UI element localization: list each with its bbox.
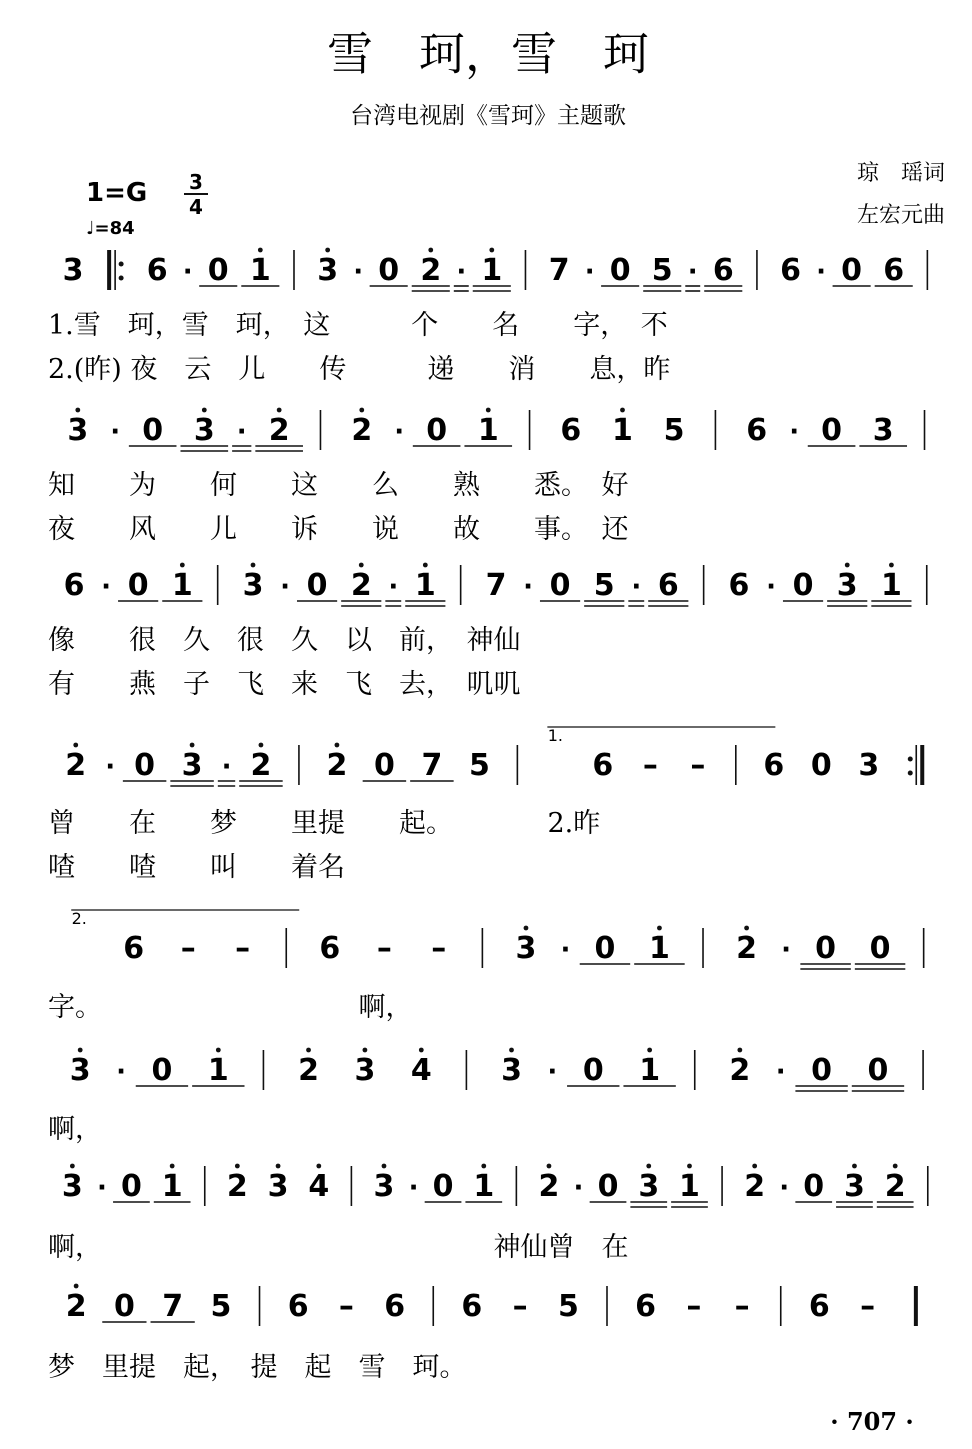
note: 0	[306, 568, 328, 603]
note: ·	[182, 257, 193, 287]
octave-dot	[481, 1164, 486, 1169]
note: 6	[763, 748, 785, 783]
note: 0	[821, 413, 843, 448]
note: ·	[789, 417, 800, 447]
octave-dot	[74, 1284, 79, 1289]
note: 0	[378, 253, 400, 288]
note: 2	[226, 1169, 248, 1204]
note: 0	[207, 253, 229, 288]
note: 2	[538, 1169, 560, 1204]
octave-dot	[889, 563, 894, 568]
note: 0	[134, 748, 156, 783]
octave-dot	[359, 563, 364, 568]
note: 2	[736, 931, 758, 966]
note: 0	[869, 931, 891, 966]
note: 1	[249, 253, 271, 288]
note: –	[734, 1289, 750, 1324]
note: ·	[236, 417, 247, 447]
repeat-dot	[908, 757, 913, 762]
lyric-line: 梦 里提 起， 提 起 雪 珂。	[48, 1352, 467, 1383]
note: 6	[461, 1289, 483, 1324]
octave-dot	[737, 1048, 742, 1053]
note: 1	[679, 1169, 700, 1204]
octave-dot	[428, 248, 433, 253]
lyric-line: 啊，	[48, 1114, 102, 1145]
note: ·	[408, 1173, 419, 1203]
note: ·	[523, 572, 533, 602]
note: 1	[171, 568, 193, 603]
octave-dot	[486, 408, 491, 413]
lyric-line: 啊， 神仙曾 在	[48, 1232, 629, 1263]
note: 4	[410, 1053, 432, 1088]
note: 2	[65, 748, 87, 783]
note: ·	[779, 1173, 790, 1203]
octave-dot	[646, 1164, 651, 1169]
note: 0	[841, 253, 863, 288]
octave-dot	[687, 1164, 692, 1169]
key-signature: 1=G	[86, 178, 148, 208]
note: 0	[432, 1169, 454, 1204]
note: 7	[548, 253, 570, 288]
octave-dot	[251, 563, 256, 568]
lyric-line: 知 为 何 这 么 熟 悉。 好	[48, 470, 629, 501]
note: 6	[123, 931, 145, 966]
note: ·	[221, 752, 232, 782]
note: 2	[420, 253, 442, 288]
note: 2	[298, 1053, 319, 1088]
octave-dot	[657, 926, 662, 931]
octave-dot	[78, 1048, 83, 1053]
octave-dot	[509, 1048, 514, 1053]
octave-dot	[363, 1048, 368, 1053]
note: 0	[549, 568, 571, 603]
repeat-dot	[119, 276, 124, 281]
note: 6	[592, 748, 614, 783]
note: –	[686, 1289, 702, 1324]
note: 1	[477, 413, 499, 448]
octave-dot	[316, 1164, 321, 1169]
page-number: · 707 ·	[830, 1407, 914, 1436]
note: ·	[687, 257, 698, 287]
octave-dot	[277, 408, 282, 413]
note: 3	[267, 1169, 289, 1204]
note: 5	[468, 748, 490, 783]
note: 6	[560, 413, 582, 448]
octave-dot	[852, 1164, 857, 1169]
lyric-line: 夜 风 儿 诉 说 故 事。 还	[48, 514, 629, 545]
note: 6	[728, 568, 750, 603]
note: 6	[635, 1289, 657, 1324]
note: ·	[781, 935, 792, 965]
note: 0	[373, 748, 395, 783]
note: 6	[780, 253, 802, 288]
song-subtitle: 台湾电视剧《雪珂》主题歌	[350, 103, 626, 129]
octave-dot	[75, 408, 80, 413]
note: ·	[573, 1173, 584, 1203]
note: 5	[593, 568, 615, 603]
octave-dot	[70, 1164, 75, 1169]
octave-dot	[489, 248, 494, 253]
lyricist-credit: 琼 瑶词	[856, 161, 945, 186]
note: –	[642, 748, 658, 783]
note: 3	[844, 1169, 865, 1204]
octave-dot	[259, 743, 264, 748]
note: –	[376, 931, 392, 966]
note: 6	[63, 568, 85, 603]
note: 7	[162, 1289, 184, 1324]
note: ·	[584, 257, 595, 287]
note: ·	[631, 572, 642, 602]
note: ·	[105, 752, 116, 782]
repeat-dot	[119, 262, 124, 267]
note: 0	[582, 1053, 604, 1088]
octave-dot	[845, 563, 850, 568]
note: 6	[712, 253, 734, 288]
note: 1	[414, 568, 436, 603]
note: ·	[388, 572, 399, 602]
octave-dot	[423, 563, 428, 568]
lyric-line: 喳 喳 叫 着名	[48, 852, 345, 883]
note: 3	[67, 413, 89, 448]
octave-dot	[258, 248, 263, 253]
note: –	[512, 1289, 528, 1324]
note: 0	[426, 413, 448, 448]
note: 0	[597, 1169, 619, 1204]
note: ·	[353, 257, 364, 287]
note: 6	[319, 931, 341, 966]
octave-dot	[190, 743, 195, 748]
note: 1	[639, 1053, 661, 1088]
note: ·	[775, 1057, 786, 1087]
octave-dot	[180, 563, 185, 568]
note: 5	[651, 253, 673, 288]
note: 6	[746, 413, 768, 448]
note: ·	[766, 572, 776, 602]
note: 3	[858, 748, 880, 783]
octave-dot	[524, 926, 529, 931]
tempo-marking: ♩=84	[86, 218, 135, 239]
note: 2	[326, 748, 348, 783]
note: 2	[350, 568, 372, 603]
note: 0	[120, 1169, 142, 1204]
note: 7	[421, 748, 443, 783]
note: –	[180, 931, 196, 966]
note: –	[860, 1289, 876, 1324]
lyric-line: 曾 在 梦 里提 起。 2.昨	[48, 808, 601, 839]
lyric-line: 1.雪 珂，雪 珂， 这 个 名 字， 不	[48, 310, 668, 341]
note: 0	[867, 1053, 889, 1088]
note: 1	[473, 1169, 495, 1204]
note: 3	[317, 253, 339, 288]
note: 0	[815, 931, 837, 966]
note: 0	[113, 1289, 135, 1324]
lyric-line: 像 很 久 很 久 以 前， 神仙	[48, 625, 521, 656]
note: ·	[101, 572, 112, 602]
note: 6	[287, 1289, 309, 1324]
repeat-dot	[908, 771, 913, 776]
note: 0	[609, 253, 631, 288]
note: ·	[116, 1057, 127, 1087]
note: 2	[884, 1169, 906, 1204]
octave-dot	[647, 1048, 652, 1053]
volta-label: 1.	[547, 726, 563, 745]
note: 6	[883, 253, 905, 288]
time-signature-numerator: 3	[189, 170, 203, 194]
note: 3	[62, 253, 84, 288]
note: ·	[456, 257, 467, 287]
note: –	[338, 1289, 354, 1324]
note: –	[690, 748, 706, 783]
note: 1	[648, 931, 670, 966]
note: 3	[501, 1053, 522, 1088]
octave-dot	[235, 1164, 240, 1169]
octave-dot	[276, 1164, 281, 1169]
time-signature-denominator: 4	[189, 195, 203, 219]
score-systems	[48, 248, 928, 1383]
note: –	[235, 931, 251, 966]
note: 3	[354, 1053, 376, 1088]
note: 5	[663, 413, 685, 448]
note: 1	[207, 1053, 229, 1088]
note: 2	[250, 748, 272, 783]
note: 2	[729, 1053, 751, 1088]
octave-dot	[325, 248, 330, 253]
lyric-line: 字。 啊，	[48, 992, 413, 1023]
note: ·	[547, 1057, 558, 1087]
octave-dot	[620, 408, 625, 413]
octave-dot	[893, 1164, 898, 1169]
octave-dot	[744, 926, 749, 931]
note: 0	[792, 568, 814, 603]
octave-dot	[752, 1164, 757, 1169]
lyric-line: 2.(昨) 夜 云 儿 传 递 消 息，昨	[48, 354, 671, 385]
octave-dot	[170, 1164, 175, 1169]
note: 0	[127, 568, 149, 603]
volta-label: 2.	[71, 909, 87, 928]
note: 3	[69, 1053, 91, 1088]
note: 0	[142, 413, 164, 448]
note: ·	[394, 417, 405, 447]
octave-dot	[216, 1048, 221, 1053]
note: 4	[308, 1169, 330, 1204]
note: 1	[880, 568, 902, 603]
note: ·	[280, 572, 290, 602]
octave-dot	[359, 408, 364, 413]
note: 5	[557, 1289, 579, 1324]
note: 2	[744, 1169, 766, 1204]
octave-dot	[202, 408, 207, 413]
note: 7	[485, 568, 507, 603]
note: 6	[146, 253, 168, 288]
note: 3	[242, 568, 264, 603]
octave-dot	[73, 743, 78, 748]
note: 3	[193, 413, 215, 448]
octave-dot	[335, 743, 340, 748]
note: ·	[110, 417, 121, 447]
note: 0	[594, 931, 616, 966]
note: 6	[808, 1289, 830, 1324]
lyric-line: 有 燕 子 飞 来 飞 去， 叽叽	[48, 669, 521, 700]
note: 2	[65, 1289, 87, 1324]
note: 1	[161, 1169, 183, 1204]
note: 3	[872, 413, 894, 448]
note: 0	[803, 1169, 825, 1204]
octave-dot	[382, 1164, 387, 1169]
note: 3	[836, 568, 858, 603]
note: 3	[181, 748, 203, 783]
note: ·	[816, 257, 827, 287]
composer-credit: 左宏元曲	[856, 203, 945, 228]
note: ·	[560, 935, 571, 965]
note: 1	[612, 413, 633, 448]
note: –	[431, 931, 447, 966]
note: 3	[515, 931, 537, 966]
octave-dot	[306, 1048, 311, 1053]
note: 3	[373, 1169, 395, 1204]
note: 3	[638, 1169, 660, 1204]
note: ·	[96, 1173, 107, 1203]
note: 3	[61, 1169, 83, 1204]
note: 0	[810, 748, 832, 783]
note: 6	[657, 568, 679, 603]
note: 6	[384, 1289, 406, 1324]
octave-dot	[547, 1164, 552, 1169]
note: 2	[268, 413, 290, 448]
octave-dot	[419, 1048, 424, 1053]
note: 5	[210, 1289, 232, 1324]
note: 1	[481, 253, 503, 288]
note: 0	[151, 1053, 173, 1088]
note: 0	[811, 1053, 833, 1088]
note: 2	[351, 413, 373, 448]
song-title: 雪 珂，雪 珂	[327, 27, 649, 81]
